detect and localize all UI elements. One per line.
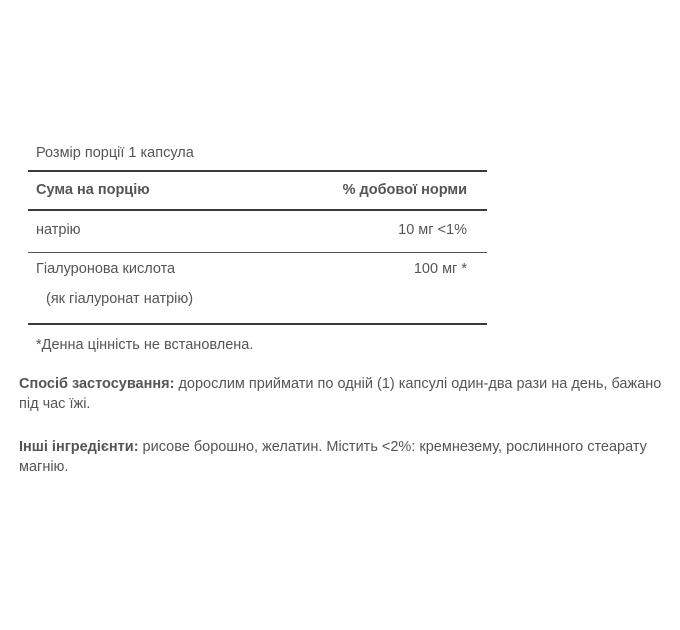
amount-per-serving-header: Сума на порцію [36,182,150,198]
usage-label: Спосіб застосування: [19,376,175,392]
other-ingredients-paragraph [19,437,669,477]
table-row [28,253,487,325]
footnote: *Денна цінність не встановлена. [36,337,254,353]
nutrient-subtext: (як гіалуронат натрію) [46,291,194,307]
serving-size: Розмір порції 1 капсула [28,140,487,172]
table-row [28,211,487,253]
daily-value-header: % добової норми [342,182,467,198]
nutrient-name: Гіалуронова кислота [36,261,176,277]
nutrient-amount: 10 мг <1% [398,222,467,238]
usage-paragraph [19,374,669,414]
usage-text: дорослим приймати по одній (1) капсулі один-два рази на день, бажано під час їжі. [19,376,662,412]
nutrient-amount: 100 мг * [413,261,467,277]
other-ingredients-text: рисове борошно, желатин. Містить <2%: кремнезему, рослинного стеарату магнію. [19,439,647,475]
nutrient-name: натрію [36,222,81,238]
supplement-facts-table [28,140,487,355]
other-ingredients-label: Інші інгредієнти: [19,439,139,455]
table-header [28,172,487,211]
